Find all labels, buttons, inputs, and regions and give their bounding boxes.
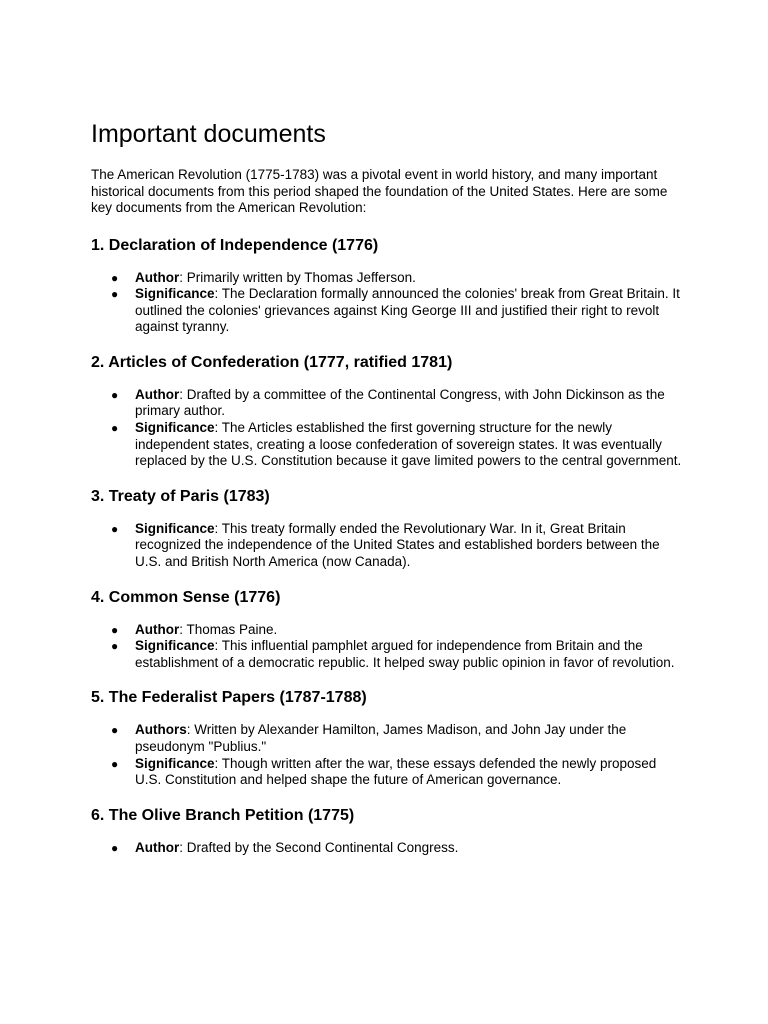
list-item — [91, 387, 686, 420]
item-text: : The Declaration formally announced the colonies' break from Great Britain. It outlined the colonies' grievances against King George III and justified their right to revolt against tyranny. — [135, 286, 680, 335]
section-1 — [91, 236, 686, 336]
item-text: : The Articles established the first governing structure for the newly independent states, creating a loose confederation of sovereign states. It was eventually replaced by the U.S. Constitution because it gave limited powers to the central government. — [135, 420, 682, 469]
item-text: : Drafted by a committee of the Continental Congress, with John Dickinson as the primary author. — [135, 386, 665, 419]
section-heading: 2. Articles of Confederation (1777, ratified 1781) — [91, 353, 453, 371]
bullet-icon: ● — [111, 421, 119, 436]
item-text: : Primarily written by Thomas Jefferson. — [179, 269, 416, 285]
item-term: Significance — [135, 520, 215, 536]
page-title: Important documents — [91, 120, 326, 148]
item-term: Significance — [135, 420, 215, 436]
bullet-icon: ● — [111, 387, 119, 402]
item-text: : This treaty formally ended the Revolutionary War. In it, Great Britain recognized the independence of the United States and established borders between the U.S. and British North America (now Canada). — [135, 520, 660, 570]
list-item — [91, 270, 686, 287]
list-item — [91, 622, 686, 639]
section-heading: 1. Declaration of Independence (1776) — [91, 236, 379, 254]
list-item — [91, 420, 686, 470]
list-item — [91, 840, 686, 857]
section-6 — [91, 806, 686, 857]
document-page — [91, 118, 686, 873]
section-2 — [91, 353, 686, 470]
bullet-icon: ● — [111, 622, 119, 637]
list-item — [91, 722, 686, 755]
item-term: Author — [135, 621, 180, 637]
bullet-list — [91, 387, 686, 470]
bullet-list — [91, 622, 686, 672]
section-heading: 6. The Olive Branch Petition (1775) — [91, 806, 355, 824]
bullet-icon: ● — [111, 840, 119, 855]
item-term: Significance — [135, 755, 215, 771]
item-text: : Written by Alexander Hamilton, James Madison, and John Jay under the pseudonym "Publius." — [135, 722, 627, 754]
item-text: : Thomas Paine. — [179, 621, 278, 637]
intro-paragraph: The American Revolution (1775-1783) was a pivotal event in world history, and many important historical documents from this period shaped the foundation of the United States. Here are some key documents from the American Revolution: — [91, 167, 668, 215]
bullet-list — [91, 840, 686, 857]
list-item — [91, 638, 686, 671]
section-3 — [91, 487, 686, 571]
bullet-list — [91, 722, 686, 788]
item-term: Author — [135, 839, 180, 855]
item-term: Authors — [135, 722, 187, 738]
bullet-list — [91, 270, 686, 336]
item-term: Significance — [135, 638, 215, 654]
section-4 — [91, 588, 686, 672]
bullet-icon: ● — [111, 639, 119, 654]
item-term: Author — [135, 386, 180, 402]
bullet-icon: ● — [111, 287, 119, 302]
item-term: Significance — [135, 286, 215, 302]
item-text: : Though written after the war, these essays defended the newly proposed U.S. Constitution and helped shape the future of American governance. — [135, 755, 657, 788]
section-heading: 4. Common Sense (1776) — [91, 588, 281, 606]
bullet-icon: ● — [111, 521, 119, 536]
item-text: : Drafted by the Second Continental Congress. — [179, 839, 459, 855]
item-term: Author — [135, 269, 180, 285]
section-heading: 5. The Federalist Papers (1787-1788) — [91, 689, 367, 707]
list-item — [91, 756, 686, 789]
bullet-icon: ● — [111, 723, 119, 738]
section-heading: 3. Treaty of Paris (1783) — [91, 487, 270, 505]
bullet-list — [91, 521, 686, 571]
item-text: : This influential pamphlet argued for independence from Britain and the establishment of a democratic republic. It helped sway public opinion in favor of revolution. — [135, 638, 675, 670]
bullet-icon: ● — [111, 756, 119, 771]
section-5 — [91, 688, 686, 788]
list-item — [91, 521, 686, 571]
list-item — [91, 286, 686, 336]
bullet-icon: ● — [111, 270, 119, 285]
